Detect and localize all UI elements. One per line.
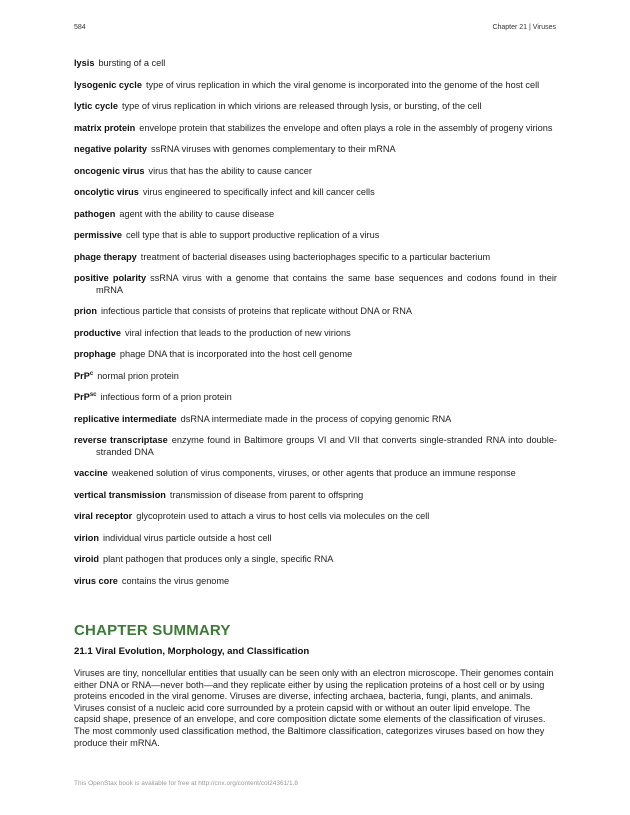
glossary-definition: agent with the ability to cause disease: [119, 208, 275, 219]
glossary-definition: cell type that is able to support productive replication of a virus: [126, 230, 380, 240]
term-superscript: sc: [89, 392, 97, 398]
glossary-entry: [74, 252, 557, 264]
glossary-definition: virus that has the ability to cause cancer: [148, 165, 312, 176]
glossary-entry: [74, 435, 557, 458]
glossary-term: permissive: [74, 230, 123, 240]
glossary-entry: [74, 230, 557, 242]
glossary-entry: [74, 209, 557, 221]
glossary-term: vaccine: [74, 468, 108, 478]
glossary-definition: normal prion protein: [97, 370, 179, 381]
glossary-definition: type of virus replication in which the viral genome is incorporated into the genome of the host cell: [145, 79, 540, 90]
glossary-term: pathogen: [74, 208, 116, 219]
glossary-entry: [74, 101, 557, 113]
summary-paragraph: Viruses are tiny, noncellular entities that usually can be seen only with an electron microscope. Their genomes contain either DNA or RNA—never both—and they replicate either by using the replication proteins of a host cell or by using proteins encoded in the viral genome. Viruses are diverse, infecting archaea, bacteria, fungi, plants, and animals. Viruses consist of a nucleic acid core surrounded by a protein capsid with or without an outer lipid envelope. The capsid shape, presence of an envelope, and core composition dictate some elements of the classification of viruses. The most commonly used classification method, the Baltimore classification, categorizes viruses based on how they produce their mRNA.: [74, 668, 554, 748]
chapter-summary-heading: CHAPTER SUMMARY: [74, 622, 231, 639]
glossary-term: PrP$^{sc}$: [74, 392, 97, 402]
glossary-term: viroid: [74, 554, 100, 564]
glossary-definition: individual virus particle outside a host cell: [103, 532, 272, 543]
glossary-definition: dsRNA intermediate made in the process of copying genomic RNA: [180, 413, 452, 424]
glossary-definition: type of virus replication in which virions are released through lysis, or bursting, of the cell: [121, 101, 482, 111]
glossary-entry: [74, 187, 557, 199]
glossary-entry: [74, 490, 557, 502]
glossary-definition: virus engineered to specifically infect and kill cancer cells: [142, 187, 375, 197]
term-superscript: c: [89, 370, 94, 377]
glossary-term: lysis: [74, 58, 95, 68]
glossary-entry: [74, 144, 557, 156]
glossary-definition: plant pathogen that produces only a single, specific RNA: [103, 554, 334, 564]
glossary-entry: [74, 349, 557, 361]
glossary-entry: [74, 414, 557, 426]
glossary-term: replicative intermediate: [74, 413, 177, 424]
glossary-term: vertical transmission: [74, 489, 166, 500]
glossary-term: productive: [74, 327, 121, 338]
glossary-term: positive polarity: [74, 273, 147, 283]
glossary-definition: ssRNA viruses with genomes complementary to their mRNA: [151, 144, 396, 154]
glossary-entry: [74, 273, 557, 296]
glossary-entry: [74, 511, 557, 523]
glossary-entry: [74, 554, 557, 566]
glossary-definition: contains the virus genome: [121, 575, 230, 586]
glossary-entry: [74, 306, 557, 318]
glossary-list: [74, 58, 557, 597]
glossary-definition: ssRNA virus with a genome that contains the same base sequences and codons found in their mRNA: [96, 273, 557, 295]
section-heading: 21.1 Viral Evolution, Morphology, and Classification: [74, 646, 310, 657]
glossary-term: oncolytic virus: [74, 187, 139, 197]
glossary-term: virion: [74, 532, 100, 543]
glossary-definition: envelope protein that stabilizes the envelope and often plays a role in the assembly of progeny virions: [139, 122, 553, 133]
glossary-definition: enzyme found in Baltimore groups VI and VII that converts single-stranded RNA into double-stranded DNA: [96, 435, 557, 457]
glossary-entry: [74, 80, 557, 92]
glossary-term: phage therapy: [74, 251, 137, 262]
page-header: [74, 24, 556, 36]
glossary-definition: viral infection that leads to the production of new virions: [124, 327, 351, 338]
glossary-definition: weakened solution of virus components, viruses, or other agents that produce an immune response: [111, 468, 516, 478]
glossary-entry: [74, 328, 557, 340]
glossary-term: oncogenic virus: [74, 165, 145, 176]
glossary-definition: infectious particle that consists of proteins that replicate without DNA or RNA: [100, 306, 412, 316]
glossary-entry: [74, 392, 557, 404]
glossary-term: prophage: [74, 349, 116, 359]
glossary-term: viral receptor: [74, 511, 133, 521]
glossary-entry: [74, 576, 557, 588]
glossary-term: prion: [74, 306, 97, 316]
glossary-term: lytic cycle: [74, 101, 118, 111]
page-footer: This OpenStax book is available for free at http://cnx.org/content/col24361/1.8: [74, 780, 299, 787]
glossary-entry: [74, 123, 557, 135]
glossary-definition: transmission of disease from parent to offspring: [169, 489, 364, 500]
glossary-definition: treatment of bacterial diseases using bacteriophages specific to a particular bacterium: [140, 251, 491, 262]
glossary-term: matrix protein: [74, 122, 136, 133]
glossary-definition: bursting of a cell: [98, 58, 166, 68]
glossary-entry: [74, 371, 557, 383]
glossary-term: negative polarity: [74, 144, 148, 154]
page-number: 584: [74, 24, 86, 31]
glossary-definition: glycoprotein used to attach a virus to host cells via molecules on the cell: [136, 511, 430, 521]
glossary-entry: [74, 58, 557, 70]
glossary-term: lysogenic cycle: [74, 79, 142, 90]
glossary-entry: [74, 533, 557, 545]
glossary-definition: infectious form of a prion protein: [100, 392, 232, 402]
glossary-term: PrP$^c$: [74, 370, 94, 381]
glossary-term: virus core: [74, 575, 118, 586]
chapter-title: Chapter 21 | Viruses: [492, 24, 556, 31]
glossary-entry: [74, 468, 557, 480]
glossary-term: reverse transcriptase: [74, 435, 168, 445]
glossary-entry: [74, 166, 557, 178]
glossary-definition: phage DNA that is incorporated into the host cell genome: [119, 349, 353, 359]
